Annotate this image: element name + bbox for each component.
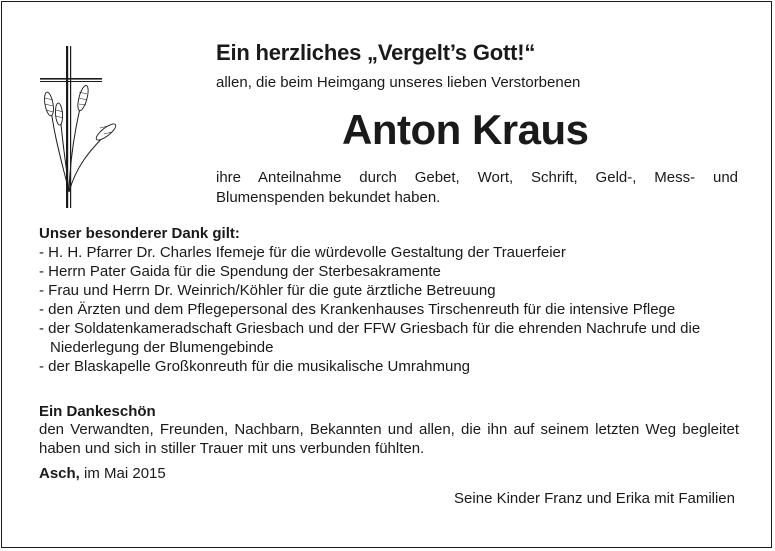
dankeschoen-title: Ein Dankeschön: [39, 403, 156, 420]
special-thanks-list: [39, 243, 739, 376]
obituary-card: [1, 1, 772, 548]
heading: Ein herzliches „Vergelt’s Gott!“: [216, 40, 536, 65]
thanks-text: ihre Anteilnahme durch Gebet, Wort, Schrift, Geld-, Mess- und Blumenspenden bekundet haben.: [216, 169, 738, 206]
subline: allen, die beim Heimgang unseres lieben Verstorbenen: [216, 74, 581, 91]
date: im Mai 2015: [84, 465, 166, 482]
place-date: [39, 464, 739, 483]
list-item: - Frau und Herrn Dr. Weinrich/Köhler für die gute ärztliche Betreuung: [39, 281, 739, 300]
list-item: - der Blaskapelle Großkonreuth für die musikalische Umrahmung: [39, 357, 739, 376]
signature: Seine Kinder Franz und Erika mit Familien: [454, 490, 735, 507]
special-thanks-title: Unser besonderer Dank gilt:: [39, 225, 240, 242]
list-item: - der Soldatenkameradschaft Griesbach und der FFW Griesbach für die ehrenden Nachrufe und die Niederlegung der Blumengebinde: [39, 319, 739, 357]
place: Asch,: [39, 465, 80, 482]
dankeschoen-text: den Verwandten, Freunden, Nachbarn, Bekannten und allen, die ihn auf seinem letzten Weg begleitet haben und sich in stiller Trauer mit uns verbunden fühlten.: [39, 421, 739, 457]
list-item: - den Ärzten und dem Pflegepersonal des Krankenhauses Tirschenreuth für die intensive Pflege: [39, 300, 739, 319]
deceased-name: Anton Kraus: [342, 106, 589, 153]
list-item: - Herrn Pater Gaida für die Spendung der Sterbesakramente: [39, 262, 739, 281]
list-item: - H. H. Pfarrer Dr. Charles Ifemeje für die würdevolle Gestaltung der Trauerfeier: [39, 243, 739, 262]
